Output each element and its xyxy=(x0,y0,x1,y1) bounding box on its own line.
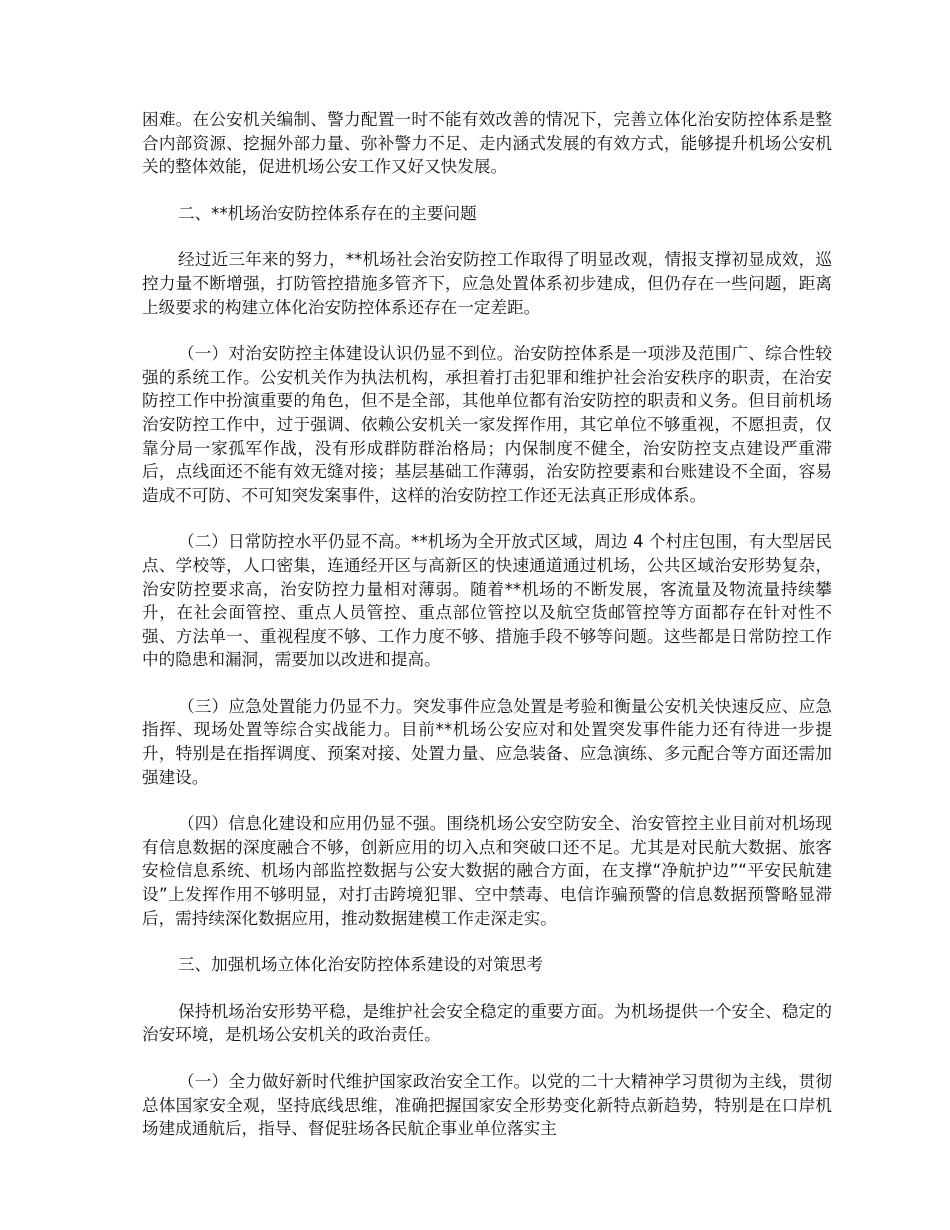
paragraph-section-3-intro: 保持机场治安形势平稳，是维护社会安全稳定的重要方面。为机场提供一个安全、稳定的治安环境，是机场公安机关的政治责任。 xyxy=(142,1001,832,1045)
section-heading-3: 三、加强机场立体化治安防控体系建设的对策思考 xyxy=(178,955,544,975)
paragraph-measure-1: （一）全力做好新时代维护国家政治安全工作。以党的二十大精神学习贯彻为主线，贯彻总体国家安全观，坚持底线思维，准确把握国家安全形势变化新特点新趋势，特别是在口岸机场建成通航后，指导、督促驻场各民航企事业单位落实主 xyxy=(142,1072,832,1139)
section-heading-2: 二、**机场治安防控体系存在的主要问题 xyxy=(178,203,477,223)
paragraph-issue-2: （二）日常防控水平仍显不高。**机场为全开放式区域，周边 4 个村庄包围，有大型居民点、学校等，人口密集，连通经开区与高新区的快速通道通过机场，公共区域治安形势复杂，治安防控要求高，治安防控力量相对薄弱。随着**机场的不断发展，客流量及物流量持续攀升，在社会面管控、重点人员管控、重点部位管控以及航空货邮管控等方面都存在针对性不强、方法单一、重视程度不够、工作力度不够、措施手段不够等问题。这些都是日常防控工作中的隐患和漏洞，需要加以改进和提高。 xyxy=(142,532,832,670)
paragraph-issue-4: （四）信息化建设和应用仍显不强。围绕机场公安空防安全、治安管控主业目前对机场现有信息数据的深度融合不够，创新应用的切入点和突破口还不足。尤其是对民航大数据、旅客安检信息系统、机场内部监控数据与公安大数据的融合方面，在支撑“净航护边”“平安民航建设”上发挥作用不够明显，对打击跨境犯罪、空中禁毒、电信诈骗预警的信息数据预警略显滞后，需持续深化数据应用，推动数据建模工作走深走实。 xyxy=(142,814,832,928)
document-body xyxy=(142,108,832,1164)
paragraph-issue-3: （三）应急处置能力仍显不力。突发事件应急处置是考验和衡量公安机关快速反应、应急指挥、现场处置等综合实战能力。目前**机场公安应对和处置突发事件能力还有待进一步提升，特别是在指挥调度、预案对接、处置力量、应急装备、应急演练、多元配合等方面还需加强建设。 xyxy=(142,696,832,787)
paragraph-continuation: 困难。在公安机关编制、警力配置一时不能有效改善的情况下，完善立体化治安防控体系是整合内部资源、挖掘外部力量、弥补警力不足、走内涵式发展的有效方式，能够提升机场公安机关的整体效能，促进机场公安工作又好又快发展。 xyxy=(142,110,832,177)
paragraph-section-2-intro: 经过近三年来的努力，**机场社会治安防控工作取得了明显改观，情报支撑初显成效，巡控力量不断增强，打防管控措施多管齐下，应急处置体系初步建成，但仍存在一些问题，距离上级要求的构建立体化治安防控体系还存在一定差距。 xyxy=(142,250,832,317)
paragraph-issue-1: （一）对治安防控主体建设认识仍显不到位。治安防控体系是一项涉及范围广、综合性较强的系统工作。公安机关作为执法机构，承担着打击犯罪和维护社会治安秩序的职责，在治安防控工作中扮演重要的角色，但不是全部，其他单位都有治安防控的职责和义务。但目前机场治安防控工作中，过于强调、依赖公安机关一家发挥作用，其它单位不够重视，不愿担责，仅靠分局一家孤军作战，没有形成群防群治格局；内保制度不健全，治安防控支点建设严重滞后，点线面还不能有效无缝对接；基层基础工作薄弱，治安防控要素和台账建设不全面，容易造成不可防、不可知突发案事件，这样的治安防控工作还无法真正形成体系。 xyxy=(142,344,832,505)
